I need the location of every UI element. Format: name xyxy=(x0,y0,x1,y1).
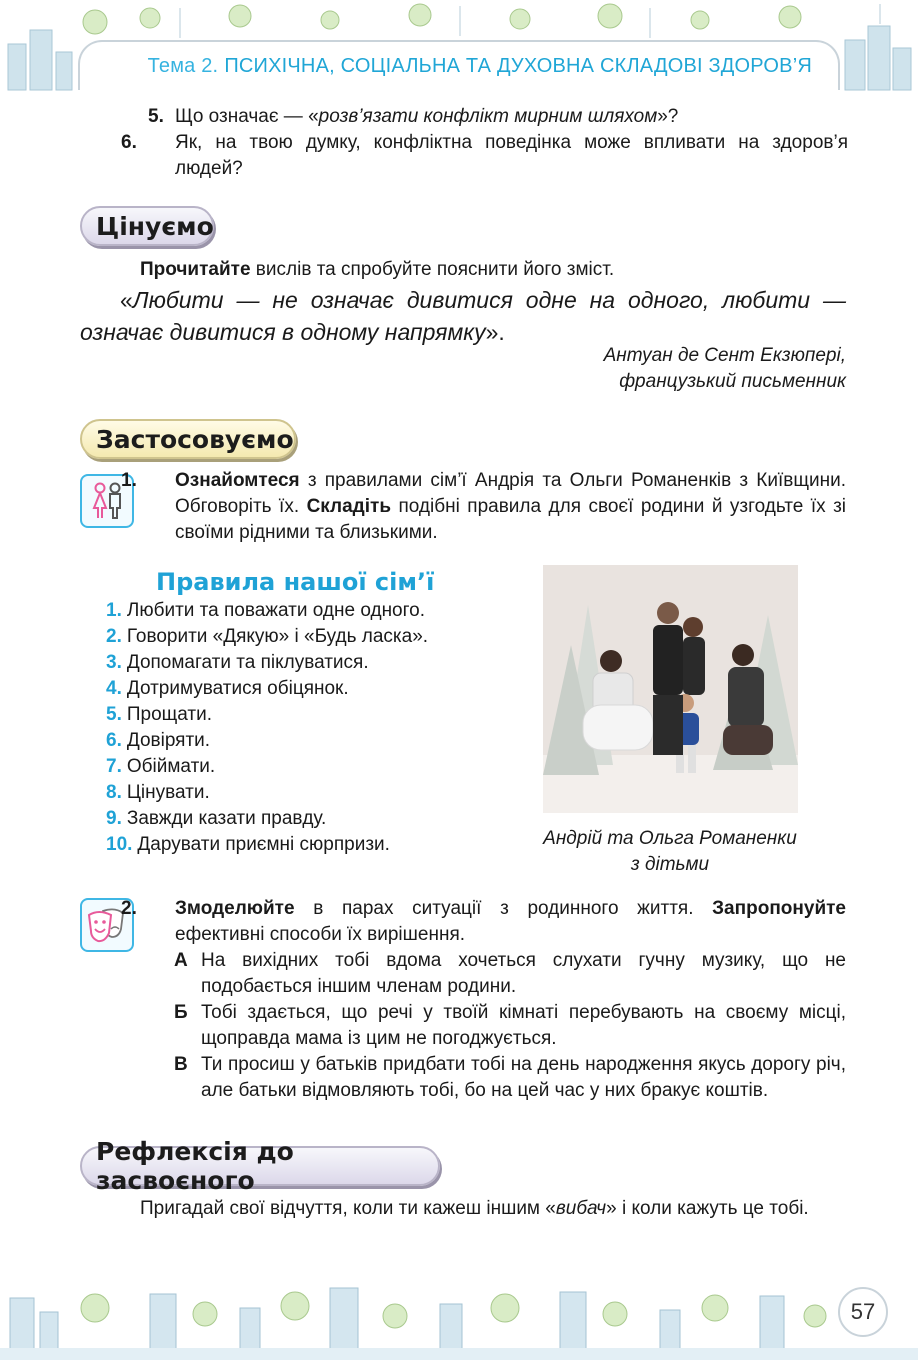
chapter-title xyxy=(148,55,812,78)
reflection-text-start: Пригадай свої відчуття, коли ти кажеш іншим « xyxy=(140,1198,556,1219)
photo-caption xyxy=(518,826,822,878)
situation-letter: А xyxy=(174,950,188,971)
situation-text: Ти просиш у батьків придбати тобі на день народження якусь дорогу річ, але батьки відмовляють тобі, бо на цей час у них бракує коштів. xyxy=(201,1054,846,1101)
rule-number: 7. xyxy=(106,756,122,777)
rule-number: 3. xyxy=(106,652,122,673)
question-emphasis: розв’язати конфлікт мирним шляхом xyxy=(318,106,658,127)
rule-number: 4. xyxy=(106,678,122,699)
question-6 xyxy=(121,130,848,182)
quote-open: « xyxy=(120,287,133,313)
page-number: 57 xyxy=(838,1287,888,1337)
family-rule-item xyxy=(106,598,506,624)
family-rule-item xyxy=(106,754,506,780)
family-rule-item xyxy=(106,832,506,858)
situation-letter: В xyxy=(174,1054,188,1075)
rule-number: 6. xyxy=(106,730,122,751)
family-rule-item xyxy=(106,806,506,832)
task-2 xyxy=(121,896,846,948)
family-rule-item xyxy=(106,676,506,702)
quote-close: ». xyxy=(485,319,505,345)
rule-text: Цінувати. xyxy=(126,782,210,803)
rule-number: 8. xyxy=(106,782,122,803)
instruction-text: вислів та спробуйте пояснити його зміст. xyxy=(250,259,615,280)
instruction-verb: Прочитайте xyxy=(140,259,251,280)
situation-b xyxy=(174,1000,846,1052)
task-verb-2: Складіть xyxy=(306,496,392,517)
quote xyxy=(80,284,846,348)
task-number: 2. xyxy=(121,898,137,919)
question-text: Як, на твою думку, конфліктна поведінка може впливати на здоров’я людей? xyxy=(175,132,848,179)
task-text: з правилами сім’ї Андрія та Ольги Романенків з Київщини. Обговоріть їх. xyxy=(175,470,846,517)
reflection-text xyxy=(140,1196,846,1222)
situation-letter: Б xyxy=(174,1002,188,1023)
family-rule-item xyxy=(106,624,506,650)
family-rule-item xyxy=(106,702,506,728)
task-verb: Ознайомтеся xyxy=(175,470,300,491)
topic-title: ПСИХІЧНА, СОЦІАЛЬНА ТА ДУХОВНА СКЛАДОВІ ЗДОРОВ’Я xyxy=(224,54,812,77)
value-instruction xyxy=(140,256,846,284)
family-rule-item xyxy=(106,780,506,806)
chapter-header xyxy=(78,40,840,90)
task-1 xyxy=(121,468,846,546)
task-number: 1. xyxy=(121,470,137,491)
quote-author-role: французький письменник xyxy=(619,371,846,392)
rule-text: Говорити «Дякую» і «Будь ласка». xyxy=(126,626,429,647)
task-text: в парах ситуації з родинного життя. xyxy=(294,898,713,919)
situation-text: Тобі здається, що речі у твоїй кімнаті перебувають на своєму місці, щоправда мама із цим не погоджується. xyxy=(201,1002,846,1049)
quote-author: Антуан де Сент Екзюпері, xyxy=(603,345,846,366)
task-verb: Змоделюйте xyxy=(175,898,295,919)
rule-text: Прощати. xyxy=(126,704,213,725)
question-text-end: »? xyxy=(657,106,679,127)
rule-text: Дарувати приємні сюрпризи. xyxy=(137,834,390,855)
reflection-text-end: » і коли кажуть це тобі. xyxy=(606,1198,809,1219)
topic-prefix: Тема 2. xyxy=(147,54,219,77)
rule-text: Допомагати та піклуватися. xyxy=(126,652,369,673)
reflection-emphasis: вибач xyxy=(555,1198,607,1219)
task-text-2: подібні правила для своєї родини й узгодьте їх зі своїми рідними та близькими. xyxy=(175,496,846,543)
photo-caption-line-1: Андрій та Ольга Романенки xyxy=(543,828,797,849)
rule-number: 9. xyxy=(106,808,122,829)
footer-decoration xyxy=(0,1268,918,1360)
question-number: 5. xyxy=(148,106,164,127)
task-verb-2: Запропонуйте xyxy=(712,898,846,919)
section-heading-reflection: Рефлексія до засвоєного xyxy=(80,1146,440,1186)
quote-text: Любити — не означає дивитися одне на одного, любити — означає дивитися в одному напрямку xyxy=(80,287,846,345)
situation-text: На вихідних тобі вдома хочеться слухати гучну музику, що не подобається іншим членам родини. xyxy=(201,950,846,997)
photo-caption-line-2: з дітьми xyxy=(630,854,710,875)
family-photo xyxy=(543,565,798,813)
family-rules-list xyxy=(106,598,506,858)
rule-text: Завжди казати правду. xyxy=(126,808,327,829)
rule-text: Довіряти. xyxy=(126,730,211,751)
situation-a xyxy=(174,948,846,1000)
task-text-2: ефективні способи їх вирішення. xyxy=(175,924,466,945)
rule-number: 5. xyxy=(106,704,122,725)
question-number: 6. xyxy=(121,132,137,153)
question-5 xyxy=(148,104,848,130)
rule-number: 10. xyxy=(106,834,133,855)
situation-c xyxy=(174,1052,846,1104)
rules-title: Правила нашої сім’ї xyxy=(156,568,435,596)
section-heading-value: Цінуємо xyxy=(80,206,214,246)
family-rule-item xyxy=(106,650,506,676)
rule-text: Любити та поважати одне одного. xyxy=(126,600,425,621)
rule-number: 2. xyxy=(106,626,122,647)
rule-text: Обіймати. xyxy=(126,756,216,777)
rule-text: Дотримуватися обіцянок. xyxy=(126,678,349,699)
section-heading-apply: Застосовуємо xyxy=(80,419,296,459)
rule-number: 1. xyxy=(106,600,122,621)
family-rule-item xyxy=(106,728,506,754)
question-text: Що означає — « xyxy=(175,106,319,127)
